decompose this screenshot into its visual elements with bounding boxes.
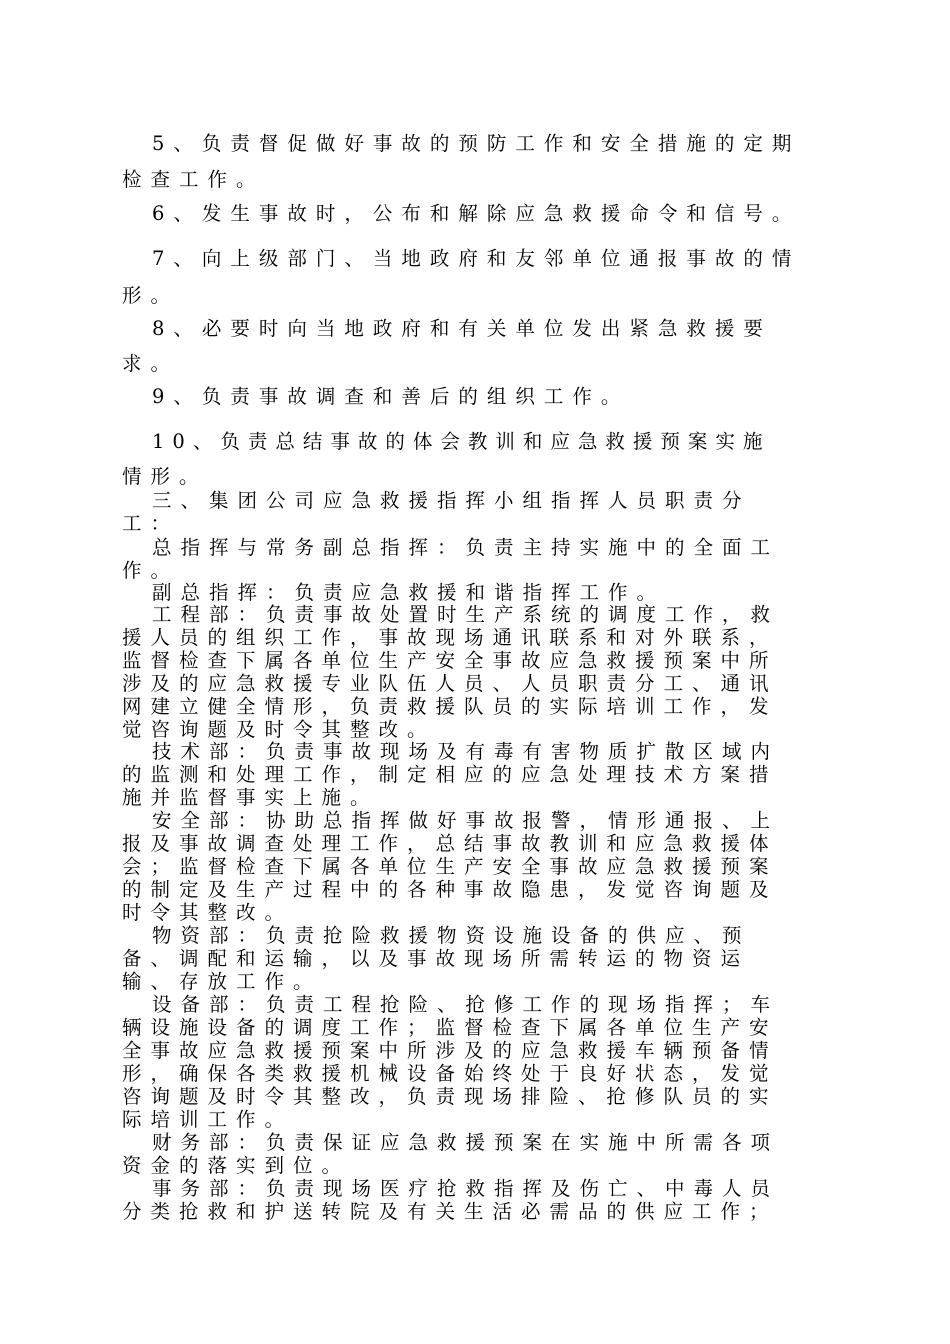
text-line: 工程部：负责事故处置时生产系统的调度工作，救 <box>152 603 780 626</box>
text-line: 报及事故调查处理工作，总结事故教训和应急救援体 <box>122 832 778 855</box>
text-line: 援人员的组织工作，事故现场通讯联系和对外联系， <box>122 626 778 649</box>
text-line: 6、发生事故时，公布和解除应急救援命令和信号。 <box>152 202 801 225</box>
text-line: 网建立健全情形，负责救援队员的实际培训工作，发 <box>122 695 778 718</box>
text-line: 副总指挥：负责应急救援和谐指挥工作。 <box>152 581 666 604</box>
text-line: 工： <box>122 512 180 535</box>
text-line: 总指挥与常务副总指挥：负责主持实施中的全面工 <box>152 536 780 559</box>
text-line: 输、存放工作。 <box>122 970 322 993</box>
text-line: 物资部：负责抢险救援物资设施设备的供应、预 <box>152 924 751 947</box>
text-line: 7、向上级部门、当地政府和友邻单位通报事故的情 <box>152 247 801 270</box>
text-line: 8、必要时向当地政府和有关单位发出紧急救援要 <box>152 317 772 340</box>
text-line: 5、负责督促做好事故的预防工作和安全措施的定期 <box>152 132 801 155</box>
text-line: 形。 <box>122 284 180 307</box>
text-line: 事务部：负责现场医疗抢救指挥及伤亡、中毒人员 <box>152 1177 780 1200</box>
text-line: 设备部：负责工程抢险、抢修工作的现场指挥；车 <box>152 993 780 1016</box>
text-line: 时令其整改。 <box>122 901 294 924</box>
text-line: 财务部：负责保证应急救援预案在实施中所需各项 <box>152 1131 780 1154</box>
text-line: 觉咨询题及时令其整改。 <box>122 718 436 741</box>
text-line: 分类抢救和护送转院及有关生活必需品的供应工作； <box>122 1200 778 1223</box>
text-line: 辆设施设备的调度工作；监督检查下属各单位生产安 <box>122 1016 778 1039</box>
text-line: 会；监督检查下属各单位生产安全事故应急救援预案 <box>122 855 778 878</box>
text-line: 涉及的应急救援专业队伍人员、人员职责分工、通讯 <box>122 672 778 695</box>
text-line: 全事故应急救援预案中所涉及的应急救援车辆预备情 <box>122 1039 778 1062</box>
text-line: 检查工作。 <box>122 168 265 191</box>
text-line: 9、负责事故调查和善后的组织工作。 <box>152 385 630 408</box>
text-line: 情形。 <box>122 465 208 488</box>
text-line: 三、集团公司应急救援指挥小组指挥人员职责分 <box>152 489 751 512</box>
text-line: 10、负责总结事故的体会教训和应急救援预案实施 <box>152 430 771 453</box>
text-line: 监督检查下属各单位生产安全事故应急救援预案中所 <box>122 649 778 672</box>
text-line: 施并监督事实上施。 <box>122 786 379 809</box>
text-line: 际培训工作。 <box>122 1108 294 1131</box>
text-line: 资金的落实到位。 <box>122 1154 351 1177</box>
text-line: 安全部：协助总指挥做好事故报警，情形通报、上 <box>152 809 780 832</box>
text-line: 形，确保各类救援机械设备始终处于良好状态，发觉 <box>122 1062 778 1085</box>
text-line: 的监测和处理工作，制定相应的应急处理技术方案措 <box>122 763 778 786</box>
text-line: 求。 <box>122 352 180 375</box>
text-line: 咨询题及时令其整改，负责现场排险、抢修队员的实 <box>122 1085 778 1108</box>
text-line: 技术部：负责事故现场及有毒有害物质扩散区域内 <box>152 740 780 763</box>
text-line: 备、调配和运输，以及事故现场所需转运的物资运 <box>122 947 750 970</box>
text-line: 作。 <box>122 559 180 582</box>
text-line: 的制定及生产过程中的各种事故隐患，发觉咨询题及 <box>122 878 778 901</box>
